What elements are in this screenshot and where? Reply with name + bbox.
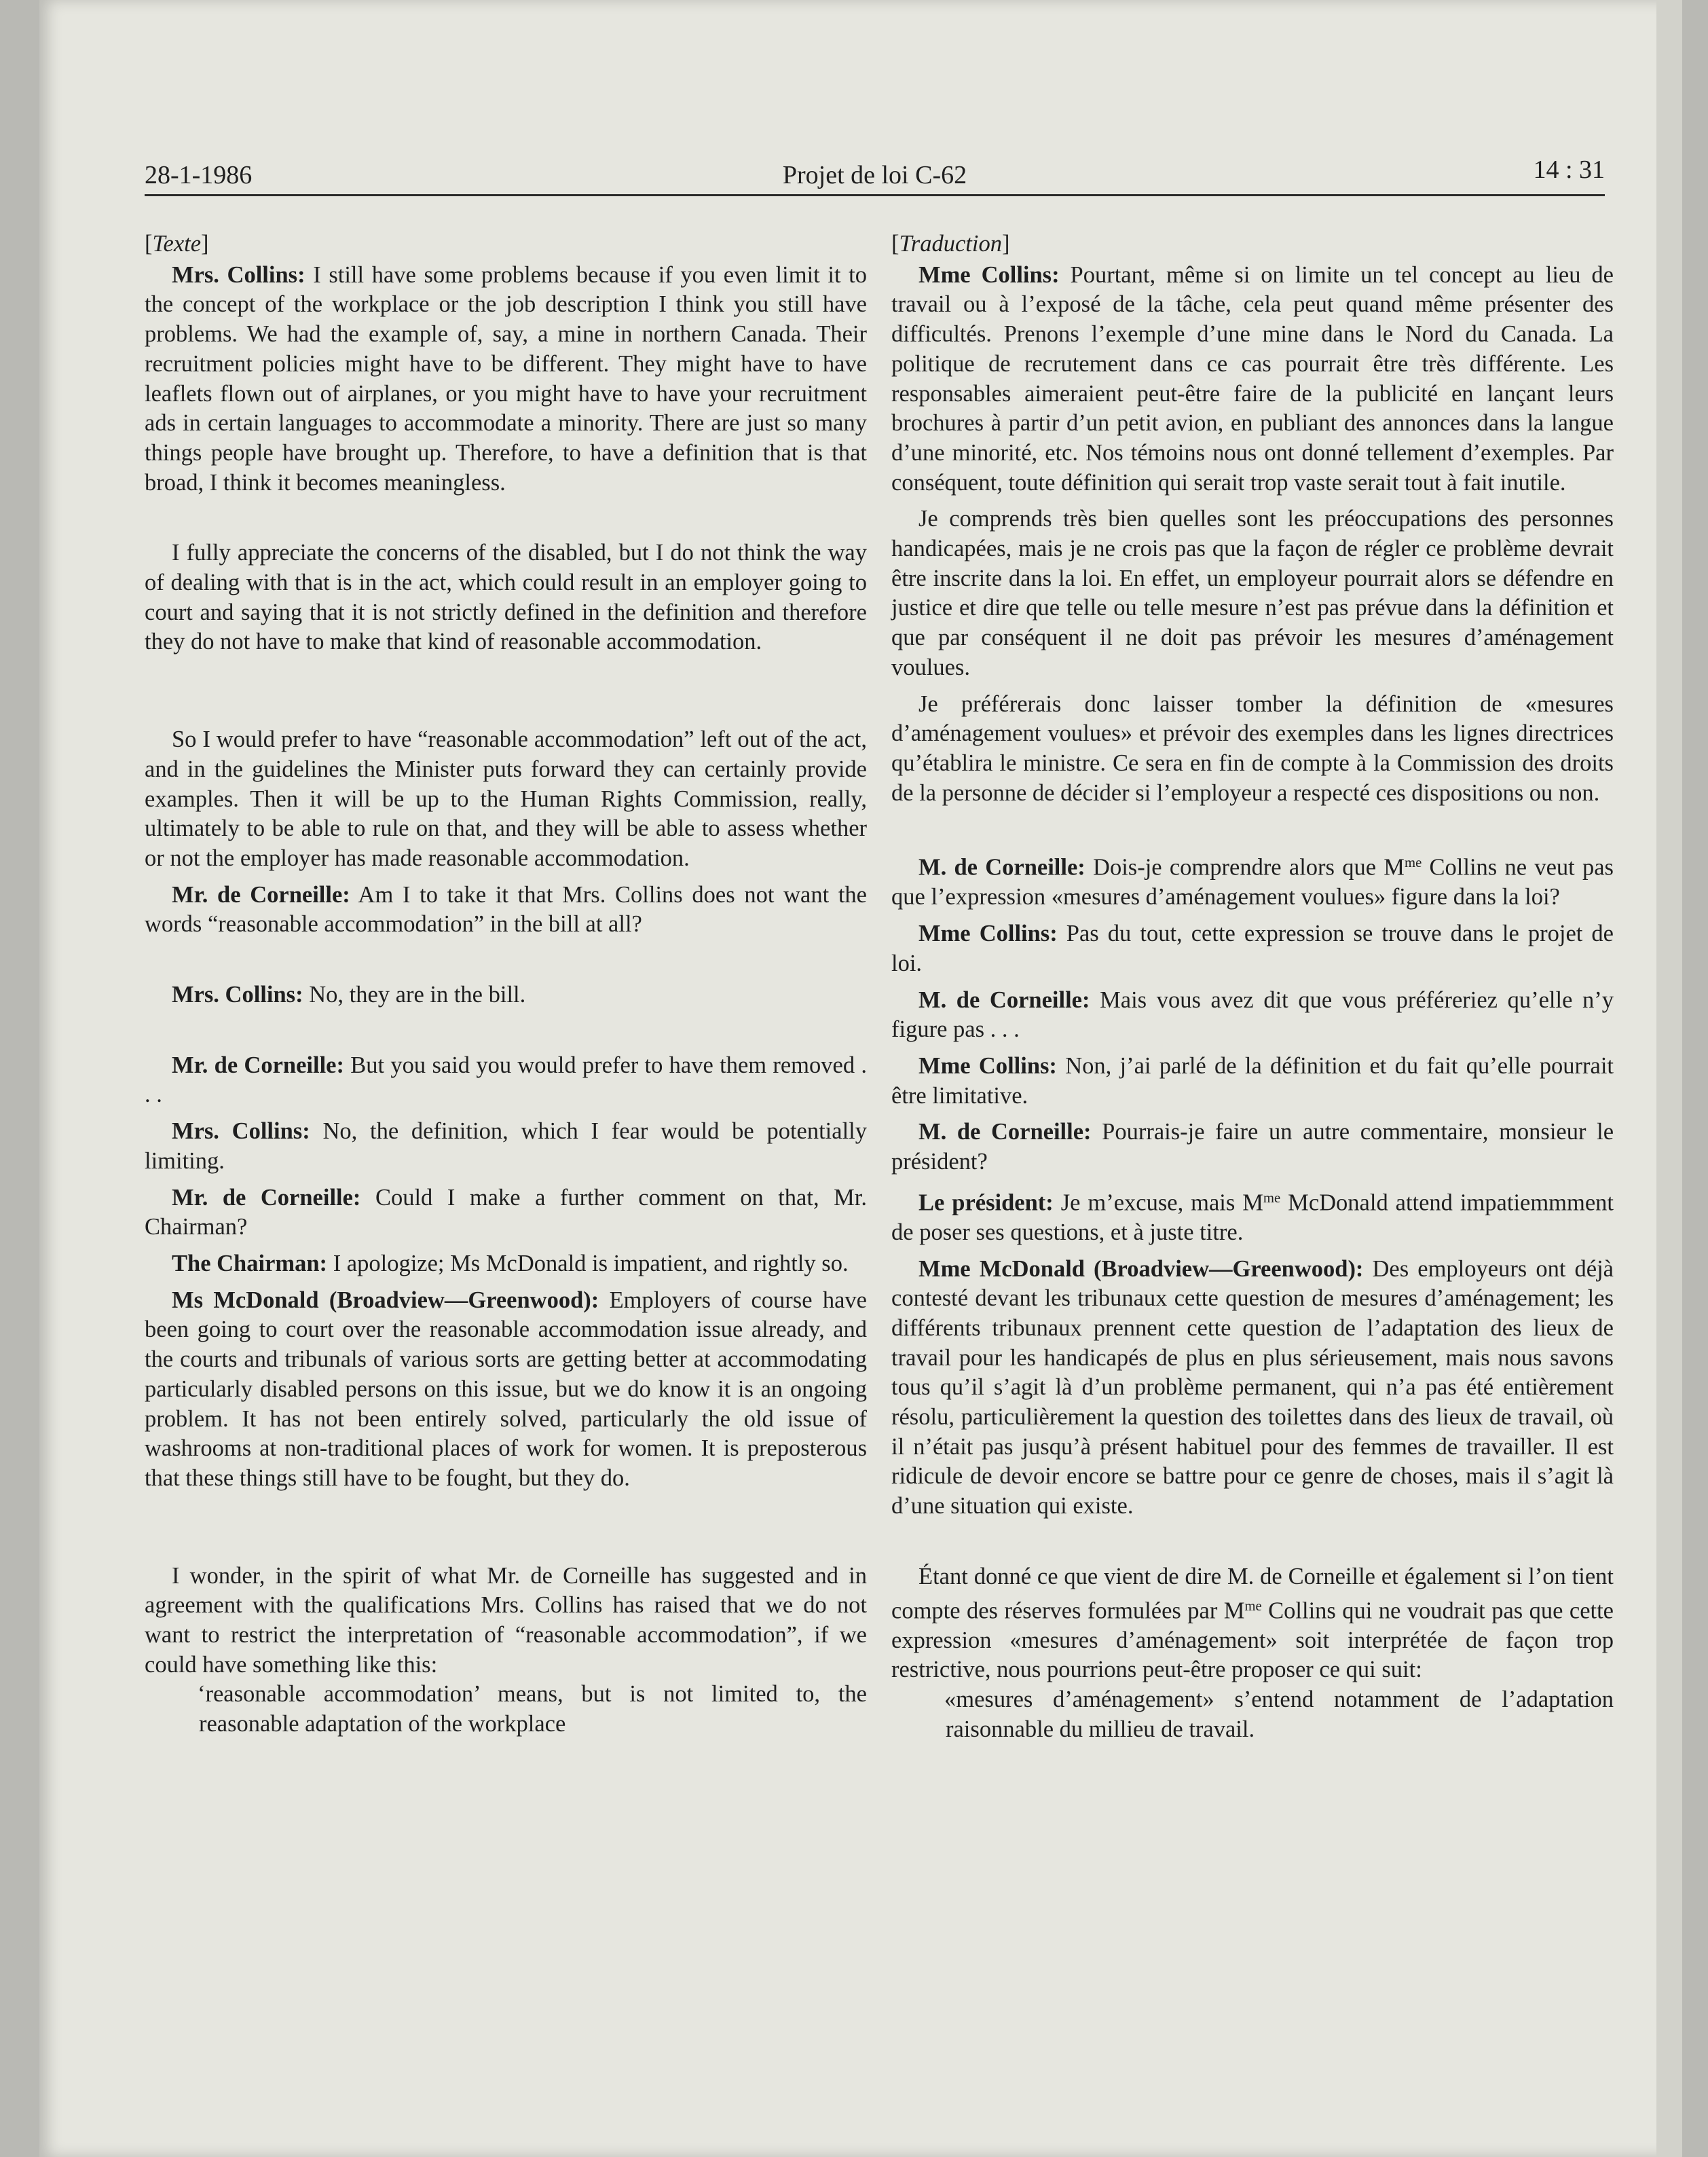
- paragraph: The Chairman: I apologize; Ms McDonald is impatient, and rightly so.: [172, 1250, 849, 1276]
- speaker-name: M. de Corneille:: [918, 854, 1085, 881]
- speaker-name: Mrs. Collins:: [172, 1118, 310, 1145]
- paragraph: Je préférerais donc laisser tomber la définition de «mesures d’aménagement voulues» et prévoir des exemples dans les lignes directrices qu’établira le ministre. Ce sera en fin de compte à la Commission des droits de la personne de décider si l’employeur a respecté ces dispositions ou non.: [891, 690, 1614, 806]
- speaker-name: M. de Corneille:: [918, 1119, 1092, 1145]
- speaker-name: Mrs. Collins:: [172, 982, 303, 1008]
- speaker-name: Mme McDonald (Broadview—Greenwood):: [918, 1255, 1364, 1282]
- column-tag: [Texte]: [145, 231, 209, 257]
- paragraph: M. de Corneille: Mais vous avez dit que vous préféreriez qu’elle n’y figure pas . . .: [891, 987, 1614, 1043]
- page-edge: [1656, 0, 1682, 2157]
- paragraph: Mr. de Corneille: But you said you would prefer to have them removed . . .: [145, 1052, 868, 1108]
- header-title: Projet de loi C-62: [782, 161, 967, 189]
- speaker-name: Mme Collins:: [918, 921, 1058, 947]
- speaker-name: Le président:: [918, 1190, 1054, 1216]
- speaker-name: Mr. de Corneille:: [172, 1052, 344, 1078]
- paragraph: So I would prefer to have “reasonable accommodation” left out of the act, and in the guidelines the Minister puts forward they can certainly provide examples. Then it will be up to the Human Rights Commission, really, ultimately to be able to rule on that, and they will be able to assess whether or not the employer has made reasonable accommodation.: [145, 726, 867, 871]
- paragraph: Mrs. Collins: No, they are in the bill.: [172, 982, 526, 1008]
- speaker-name: The Chairman:: [172, 1250, 328, 1276]
- speaker-name: Mrs. Collins:: [172, 261, 305, 288]
- speaker-name: Mme Collins:: [918, 261, 1060, 288]
- paragraph: M. de Corneille: Pourrais-je faire un autre commentaire, monsieur le président?: [891, 1119, 1614, 1175]
- paragraph: Le président: Je m’excuse, mais $M^{me}$ McDonald attend impatiemmment de poser ses questions, et à juste titre.: [891, 1190, 1614, 1245]
- paragraph: I wonder, in the spirit of what Mr. de Corneille has suggested and in agreement with the qualifications Mrs. Collins has raised that we do not want to restrict the interpretation of “reasonable accommodation”, if we could have something like this:: [145, 1562, 867, 1678]
- paragraph: Mrs. Collins: No, the definition, which I fear would be potentially limiting.: [145, 1118, 867, 1174]
- speaker-name: Ms McDonald (Broadview—Greenwood):: [172, 1287, 599, 1313]
- speaker-name: Mr. de Corneille:: [172, 881, 350, 908]
- header-date: 28-1-1986: [145, 161, 253, 189]
- paragraph: Mr. de Corneille: Am I to take it that Mrs. Collins does not want the words “reasonable accommodation” in the bill at all?: [145, 881, 867, 938]
- page-header: [145, 153, 1605, 196]
- paragraph: Mme McDonald (Broadview—Greenwood): Des employeurs ont déjà contesté devant les tribunaux cette question de mesures d’aménagement; les différents tribunaux prennent cette question de l’adaptation des lieux de travail pour les handicapés de plus en plus sérieusement, mais nous savons tous qu’il s’agit là d’un problème permanent, qui n’a pas été entièrement résolu, particulièrement la question des toilettes dans des lieux de travail, où il n’était pas jusqu’à présent habituel pour des femmes de travailler. Il est ridicule de devoir encore se battre pour ce genre de choses, mais il s’agit là d’une situation qui existe.: [891, 1255, 1614, 1519]
- paragraph: Mme Collins: Non, j’ai parlé de la définition et du fait qu’elle pourrait être limitative.: [891, 1052, 1614, 1109]
- paragraph: Mrs. Collins: I still have some problems because if you even limit it to the concept of the workplace or the job description I think you still have problems. We had the example of, say, a mine in northern Canada. Their recruitment policies might have to be different. They might have to have leaflets flown out of airplanes, or you might have to have your recruitment ads in certain languages to accommodate a minority. There are just so many things people have brought up. Therefore, to have a definition that is that broad, I think it becomes meaningless.: [145, 261, 867, 496]
- paragraph: Étant donné ce que vient de dire M. de Corneille et également si l’on tient compte des réserves formulées par $M^{me}$ Collins qui ne voudrait pas que cette expression «mesures d’aménagement» soit interprétée de façon trop restrictive, nous pourrions peut-être proposer ce qui suit:: [891, 1563, 1614, 1683]
- speaker-name: M. de Corneille:: [918, 987, 1090, 1013]
- left-column: [145, 229, 867, 1739]
- speaker-name: Mme Collins:: [918, 1052, 1057, 1079]
- paragraph: Je comprends très bien quelles sont les préoccupations des personnes handicapées, mais je ne crois pas que la façon de régler ce problème devrait être inscrite dans la loi. En effet, un employeur pourrait alors se défendre en justice et dire que telle ou telle mesure n’est pas prévue dans la définition et que par conséquent il ne doit pas prévoir les mesures d’aménagement voulues.: [891, 506, 1614, 680]
- quoted-definition: «mesures d’aménagement» s’entend notamment de l’adaptation raisonnable du millieu de travail.: [944, 1686, 1614, 1742]
- quoted-definition: ‘reasonable accommodation’ means, but is not limited to, the reasonable adaptation of the workplace: [198, 1681, 867, 1737]
- document-page: [39, 0, 1682, 2157]
- paragraph: Mr. de Corneille: Could I make a further comment on that, Mr. Chairman?: [145, 1184, 867, 1240]
- paragraph: M. de Corneille: Dois-je comprendre alors que $M^{me}$ Collins ne veut pas que l’expression «mesures d’aménagement voulues» figure dans la loi?: [891, 854, 1614, 910]
- column-tag: [Traduction]: [891, 231, 1010, 257]
- paragraph: Mme Collins: Pourtant, même si on limite un tel concept au lieu de travail ou à l’exposé de la tâche, cela peut quand même présenter des difficultés. Prenons l’exemple d’une mine dans le Nord du Canada. La politique de recrutement dans ce cas pourrait être très différente. Les responsables aimeraient peut-être faire de la publicité en lançant leurs brochures à partir d’un petit avion, en publiant des annonces dans la langue d’une minorité, etc. Nos témoins nous ont donné tellement d’exemples. Par conséquent, toute définition qui serait trop vaste serait tout à fait inutile.: [891, 261, 1614, 496]
- paragraph: I fully appreciate the concerns of the disabled, but I do not think the way of dealing with that is in the act, which could result in an employer going to court and saying that it is not strictly defined in the definition and therefore they do not have to make that kind of reasonable accommodation.: [145, 540, 867, 655]
- paragraph: Mme Collins: Pas du tout, cette expression se trouve dans le projet de loi.: [891, 921, 1614, 976]
- right-column: [891, 229, 1614, 1744]
- speaker-name: Mr. de Corneille:: [172, 1184, 361, 1211]
- header-page-number: 14 : 31: [1533, 155, 1605, 184]
- paragraph: Ms McDonald (Broadview—Greenwood): Employers of course have been going to court over the reasonable accommodation issue already, and the courts and tribunals of various sorts are getting better at accommodating particularly disabled persons on this issue, but we do know it is an ongoing problem. It has not been entirely solved, particularly the old issue of washrooms at non-traditional places of work for women. It is preposterous that these things still have to be fought, but they do.: [145, 1287, 867, 1491]
